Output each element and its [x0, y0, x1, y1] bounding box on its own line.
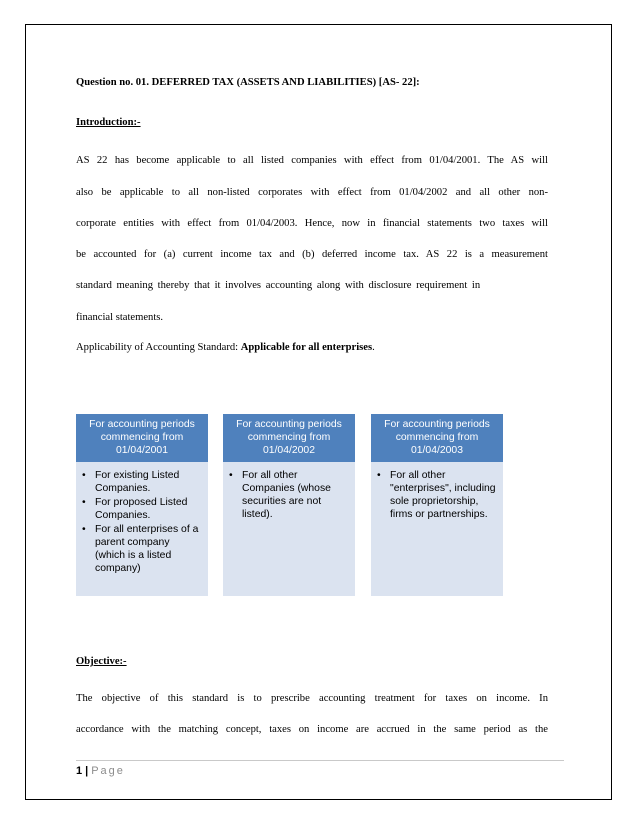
- period-box-item: • For all other "enterprises", including sole proprietorship, firms or partnerships.: [377, 469, 497, 521]
- objective-heading: Objective:-: [76, 656, 127, 667]
- period-box-header: For accounting periods commencing from 01/04/2002: [223, 414, 355, 462]
- period-box-item: • For existing Listed Companies.: [82, 469, 202, 495]
- period-box-body: [223, 462, 355, 596]
- period-box-header: For accounting periods commencing from 01/04/2001: [76, 414, 208, 462]
- page-footer: [76, 765, 125, 777]
- question-title: Question no. 01. DEFERRED TAX (ASSETS AND LIABILITIES) [AS- 22]:: [76, 77, 420, 88]
- period-box-item: • For proposed Listed Companies.: [82, 496, 202, 522]
- intro-line-4: be accounted for (a) current income tax and (b) deferred income tax. AS 22 is a measurement: [76, 249, 548, 260]
- period-box-header: For accounting periods commencing from 01/04/2003: [371, 414, 503, 462]
- period-box-item: • For all other Companies (whose securities are not listed).: [229, 469, 349, 521]
- period-box-2002: [223, 414, 355, 596]
- intro-line-1: AS 22 has become applicable to all listed companies with effect from 01/04/2001. The AS will: [76, 155, 548, 166]
- page-word: Page: [91, 765, 125, 777]
- intro-line-3: corporate entities with effect from 01/04/2003. Hence, now in financial statements two taxes will: [76, 218, 548, 229]
- period-box-2001: [76, 414, 208, 596]
- intro-line-6: financial statements.: [76, 312, 164, 323]
- period-box-body: [76, 462, 208, 596]
- period-box-body: [371, 462, 503, 596]
- page-border: [25, 24, 612, 800]
- page-number: 1: [76, 765, 83, 777]
- intro-line-2: also be applicable to all non-listed corporates with effect from 01/04/2002 and all other non-: [76, 187, 548, 198]
- objective-line-2: accordance with the matching concept, taxes on income are accrued in the same period as the: [76, 724, 548, 735]
- applicability-line: [76, 341, 375, 354]
- applicability-end: .: [372, 342, 375, 353]
- introduction-heading: Introduction:-: [76, 117, 141, 128]
- objective-line-1: The objective of this standard is to prescribe accounting treatment for taxes on income. In: [76, 693, 548, 704]
- intro-line-5: standard meaning thereby that it involves accounting along with disclosure requirement in: [76, 280, 481, 291]
- applicability-value: Applicable for all enterprises: [240, 342, 373, 353]
- page-separator: |: [85, 765, 89, 777]
- footer-divider: [76, 760, 564, 761]
- period-box-2003: [371, 414, 503, 596]
- applicability-label: Applicability of Accounting Standard:: [76, 342, 241, 353]
- period-box-item: • For all enterprises of a parent company (which is a listed company): [82, 523, 202, 575]
